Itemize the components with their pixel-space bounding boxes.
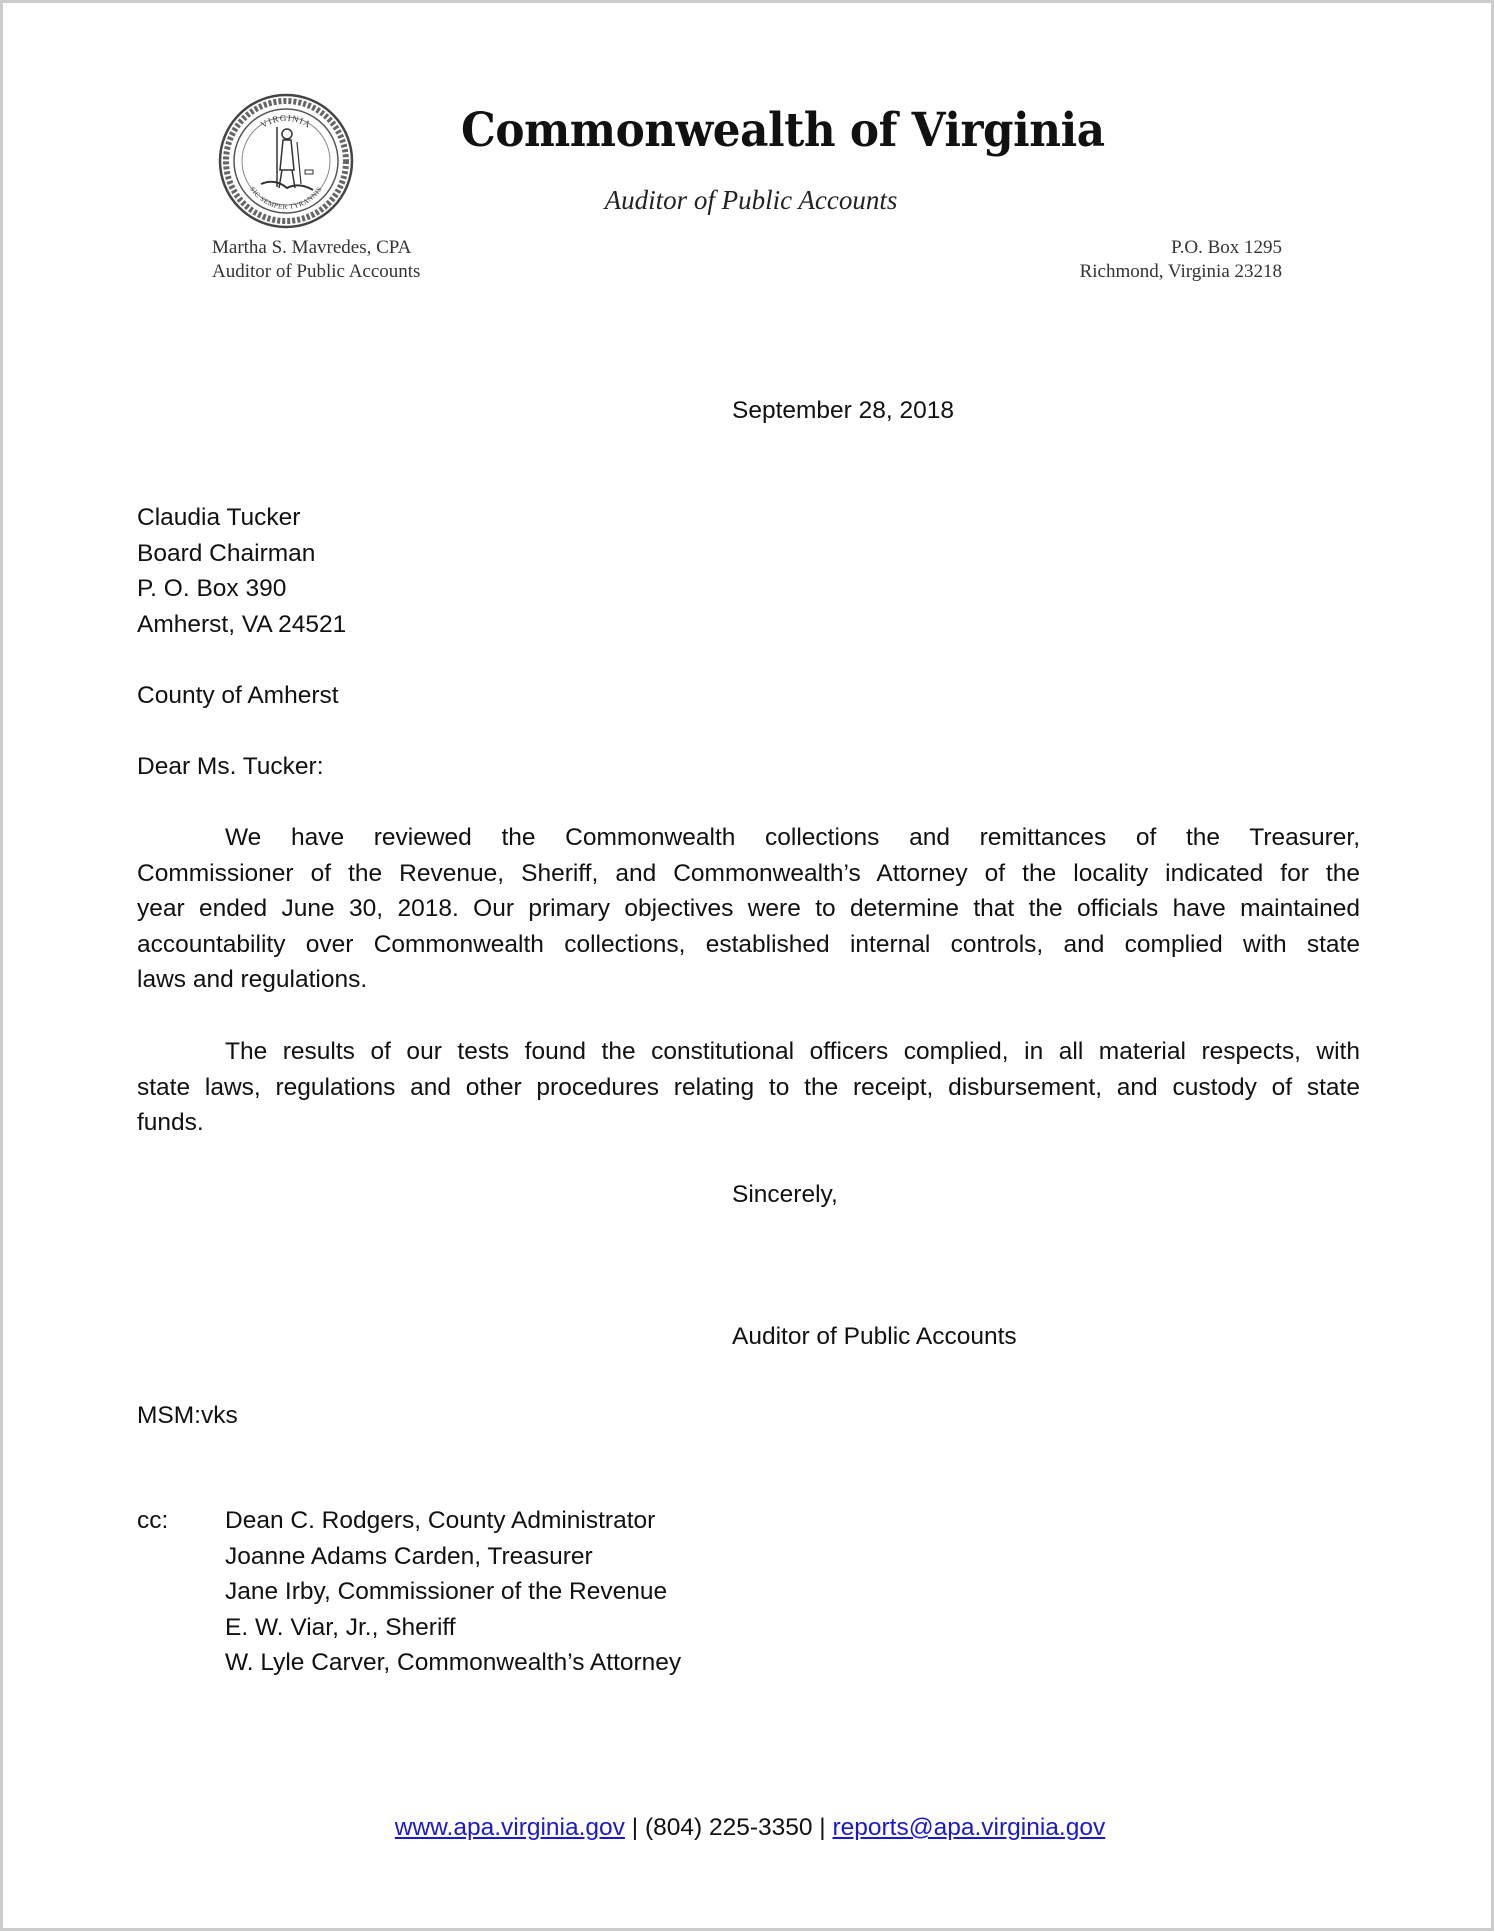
cc-recipient: Joanne Adams Carden, Treasurer bbox=[225, 1542, 593, 1570]
paragraph-line: year ended June 30, 2018. Our primary objectives were to determine that the officials have maintained bbox=[137, 895, 1360, 922]
cc-recipient: E. W. Viar, Jr., Sheriff bbox=[225, 1613, 456, 1641]
paragraph-line: We have reviewed the Commonwealth collections and remittances of the Treasurer, bbox=[225, 824, 1360, 851]
cc-recipient: W. Lyle Carver, Commonwealth’s Attorney bbox=[225, 1649, 682, 1676]
po-box: P.O. Box 1295 bbox=[1171, 237, 1282, 258]
reference-initials: MSM:vks bbox=[137, 1402, 238, 1429]
cc-list bbox=[225, 1503, 681, 1681]
footer-separator: | bbox=[631, 1814, 639, 1841]
recipient-title: Board Chairman bbox=[137, 539, 316, 567]
cc-recipient: Jane Irby, Commissioner of the Revenue bbox=[225, 1578, 668, 1605]
recipient-address bbox=[137, 500, 346, 642]
auditor-name: Martha S. Mavredes, CPA bbox=[212, 237, 412, 258]
svg-text:SIC SEMPER TYRANNIS: SIC SEMPER TYRANNIS bbox=[248, 185, 324, 212]
paragraph-line: state laws, regulations and other procedures relating to the receipt, disbursement, and custody of state bbox=[137, 1074, 1360, 1101]
paragraph-line: The results of our tests found the constitutional officers complied, in all material respects, with bbox=[225, 1038, 1360, 1065]
auditor-title: Auditor of Public Accounts bbox=[212, 261, 421, 282]
locality: County of Amherst bbox=[137, 682, 339, 709]
paragraph-line: Commissioner of the Revenue, Sheriff, and Commonwealth’s Attorney of the locality indicated for the bbox=[137, 860, 1360, 887]
virginia-seal-icon bbox=[217, 92, 355, 230]
letter-date: September 28, 2018 bbox=[732, 397, 955, 424]
phone-number: (804) 225-3350 bbox=[644, 1814, 813, 1841]
letterhead-title: Commonwealth of Virginia bbox=[461, 103, 1105, 158]
paragraph-line: funds. bbox=[137, 1109, 204, 1136]
auditor-name-block bbox=[212, 236, 420, 284]
city-state-zip: Richmond, Virginia 23218 bbox=[1079, 261, 1282, 282]
recipient-city: Amherst, VA 24521 bbox=[137, 610, 347, 638]
recipient-name: Claudia Tucker bbox=[137, 504, 301, 531]
cc-label: cc: bbox=[137, 1507, 169, 1534]
footer-separator: | bbox=[819, 1814, 826, 1841]
website-link[interactable]: www.apa.virginia.gov bbox=[394, 1814, 625, 1841]
svg-text:VIRGINIA: VIRGINIA bbox=[258, 112, 314, 130]
email-link[interactable]: reports@apa.virginia.gov bbox=[832, 1814, 1106, 1841]
closing: Sincerely, bbox=[732, 1181, 838, 1208]
footer bbox=[3, 1811, 1494, 1845]
recipient-po-box: P. O. Box 390 bbox=[137, 575, 287, 602]
paragraph-line: laws and regulations. bbox=[137, 966, 368, 993]
cc-recipient: Dean C. Rodgers, County Administrator bbox=[225, 1507, 656, 1534]
mailing-address-block bbox=[1080, 236, 1282, 284]
signature: Auditor of Public Accounts bbox=[732, 1323, 1017, 1350]
letterhead-subtitle: Auditor of Public Accounts bbox=[604, 185, 898, 215]
paragraph-line: accountability over Commonwealth collections, established internal controls, and complied with state bbox=[137, 931, 1360, 958]
salutation: Dear Ms. Tucker: bbox=[137, 753, 324, 780]
